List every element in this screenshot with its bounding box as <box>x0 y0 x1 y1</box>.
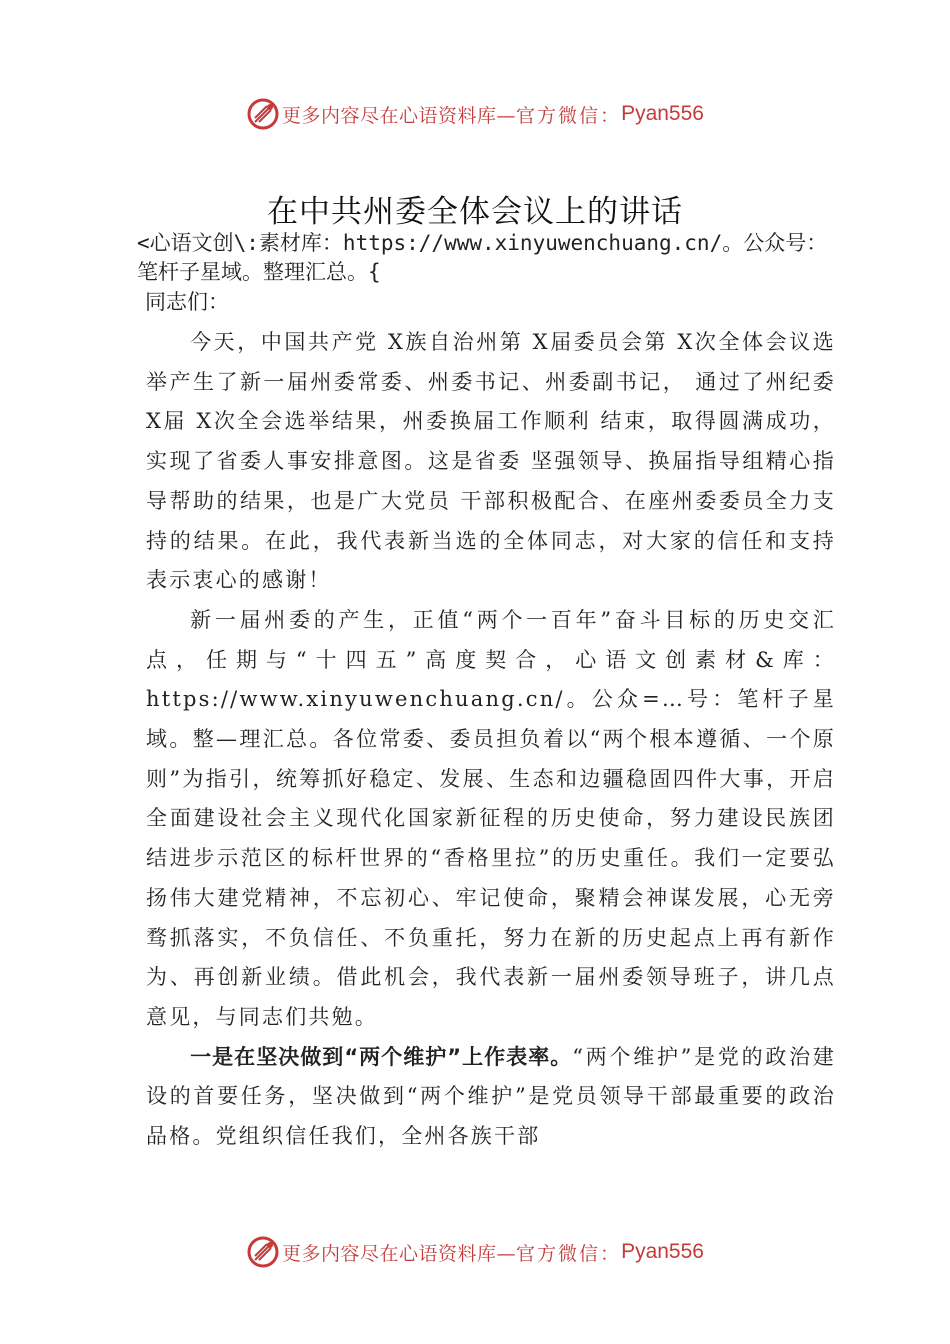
brand-logo-icon <box>246 1235 280 1269</box>
source-note: <心语文创\:素材库：https://www.xinyuwenchuang.cn/。公众号：笔杆子星域。整理汇总。{ <box>137 231 828 284</box>
footer-banner <box>0 1232 950 1272</box>
banner-wechat-id: Pyan556 <box>621 1240 704 1263</box>
banner-wechat-id: Pyan556 <box>621 102 704 125</box>
paragraph: 今天，中国共产党 X族自治州第 X届委员会第 X次全体会议选举产生了新一届州委常委、州委书记、州委副书记， 通过了州纪委 X届 X次全会选举结果，州委换届工作顺利 结束，取得圆满成功，实现了省委人事安排意图。这是省委 坚强领导、换届指导组精心指导帮助的结果，也是广大党员 干部积极配合、在座州委委员全力支持的结果。在此，我代表新当选的全体同志，对大家的信任和支持表示衷心的感谢！ <box>146 330 836 593</box>
paragraph-point-one <box>146 1038 836 1157</box>
banner-text: 更多内容尽在心语资料库— <box>282 104 517 127</box>
document-title: 在中共州委全体会议上的讲话 <box>267 194 683 230</box>
document-body <box>146 323 836 1157</box>
banner-wechat-label: 官方微信： <box>516 104 622 127</box>
salutation: 同志们： <box>145 290 229 314</box>
paragraph: 新一届州委的产生，正值“两个一百年”奋斗目标的历史交汇点，任期与“十四五”高度契合，心语文创素材&库：https://www.xinyuwenchuang.cn/。公众=…号：笔杆子星域。整—理汇总。各位常委、委员担负着以“两个根本遵循、一个原则”为指引，统筹抓好稳定、发展、生态和边疆稳固四件大事，开启全面建设社会主义现代化国家新征程的历史使命，努力建设民族团结进步示范区的标杆世界的“香格里拉”的历史重任。我们一定要弘扬伟大建党精神，不忘初心、牢记使命，聚精会神谋发展，心无旁骛抓落实，不负信任、不负重托，努力在新的历史起点上再有新作为、再创新业绩。借此机会，我代表新一届州委领导班子，讲几点意见，与同志们共勉。 <box>146 607 836 1029</box>
banner-wechat-label: 官方微信： <box>516 1242 622 1265</box>
header-banner <box>0 94 950 134</box>
point-text: “两个维护”是党的政治建设的首要任务，坚决做到“两个维护”是党员领导干部最重要的政治品格。党组织信任我们，全州各族干部 <box>146 1044 837 1149</box>
brand-logo-icon <box>246 97 280 131</box>
point-heading: 一是在坚决做到“两个维护”上作表率。 <box>190 1044 573 1069</box>
banner-text: 更多内容尽在心语资料库— <box>282 1242 517 1265</box>
